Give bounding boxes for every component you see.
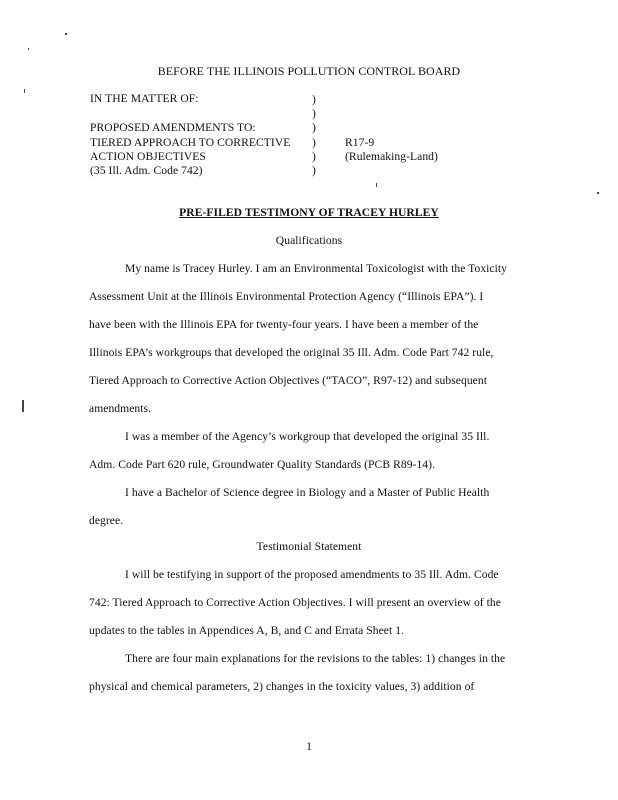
caption-line: ACTION OBJECTIVES xyxy=(90,150,206,163)
text-line: Assessment Unit at the Illinois Environmental Protection Agency (“Illinois EPA”). I xyxy=(89,290,484,303)
text-line: My name is Tracey Hurley. I am an Environmental Toxicologist with the Toxicity xyxy=(125,262,508,275)
text-line: I have a Bachelor of Science degree in Biology and a Master of Public Health xyxy=(125,486,490,499)
page-number: 1 xyxy=(306,740,312,753)
text-line: Tiered Approach to Corrective Action Objectives (“TACO”, R97-12) and subsequent xyxy=(89,374,487,387)
document-page: BEFORE THE ILLINOIS POLLUTION CONTROL BOARD IN THE MATTER OF: PROPOSED AMENDMENTS TO: TIERED APPROACH TO CORRECTIVE ACTION OBJECTIVES (35 Ill. Adm. Code 742) ) ) ) ) ) ) R17-9 (Rulemaking-Land) PRE-FILED TESTIMONY OF TRACEY HURLEY Qualifications My name is Tracey Hurley. I am an Environmental Toxicologist with the Toxicity Assessment Unit at the Illinois Environmental Protection Agency (“Illinois EPA”). I have been with the Illinois EPA for twenty-four years. I have been a member of the Illinois EPA’s workgroups that developed the original 35 Ill. Adm. Code Part 742 rule, Tiered Approach to Corrective Action Objectives (“TACO”, R97-12) and subsequent amendments. I was a member of the Agency’s workgroup that developed the original 35 Ill. Adm. Code Part 620 rule, Groundwater Quality Standards (PCB R89-14). I have a Bachelor of Science degree in Biology and a Master of Public Health degree. Testimonial Statement I will be testifying in support of the proposed amendments to 35 Ill. Adm. Code 742: Tiered Approach to Corrective Action Objectives. I will present an overview of the updates to the tables in Appendices A, B, and C and Errata Sheet 1. There are four main explanations for the revisions to the tables: 1) changes in the physical and chemical parameters, 2) changes in the toxicity values, 3) addition of 1 xyxy=(0,0,618,800)
scan-speck xyxy=(22,400,24,412)
scan-speck xyxy=(376,183,377,187)
text-line: I was a member of the Agency’s workgroup that developed the original 35 Ill. xyxy=(125,430,490,443)
document-title: PRE-FILED TESTIMONY OF TRACEY HURLEY xyxy=(179,206,439,219)
caption-line: TIERED APPROACH TO CORRECTIVE xyxy=(90,136,291,149)
text-line: have been with the Illinois EPA for twenty-four years. I have been a member of the xyxy=(89,318,479,331)
text-line: degree. xyxy=(89,514,124,527)
section-heading-testimonial: Testimonial Statement xyxy=(256,540,362,553)
docket-type: (Rulemaking-Land) xyxy=(345,150,438,163)
caption-line: (35 Ill. Adm. Code 742) xyxy=(90,164,203,177)
text-line: Illinois EPA’s workgroups that developed the original 35 Ill. Adm. Code Part 742 rule, xyxy=(89,346,494,359)
text-line: I will be testifying in support of the proposed amendments to 35 Ill. Adm. Code xyxy=(125,568,499,581)
caption-line: PROPOSED AMENDMENTS TO: xyxy=(90,121,256,134)
text-line: amendments. xyxy=(89,402,152,415)
scan-speck xyxy=(65,33,67,35)
scan-speck xyxy=(597,192,599,194)
text-line: 742: Tiered Approach to Corrective Action Objectives. I will present an overview of the xyxy=(89,596,501,609)
caption-line: IN THE MATTER OF: xyxy=(90,92,199,105)
scan-speck xyxy=(28,48,29,50)
docket-number: R17-9 xyxy=(345,136,375,149)
text-line: Adm. Code Part 620 rule, Groundwater Quality Standards (PCB R89-14). xyxy=(89,458,436,471)
text-line: updates to the tables in Appendices A, B, and C and Errata Sheet 1. xyxy=(89,624,405,637)
text-line: physical and chemical parameters, 2) changes in the toxicity values, 3) addition of xyxy=(89,680,475,693)
section-heading-qualifications: Qualifications xyxy=(275,234,343,247)
text-line: There are four main explanations for the revisions to the tables: 1) changes in the xyxy=(125,652,506,665)
scan-speck xyxy=(24,89,25,93)
board-title: BEFORE THE ILLINOIS POLLUTION CONTROL BOARD xyxy=(157,64,461,78)
